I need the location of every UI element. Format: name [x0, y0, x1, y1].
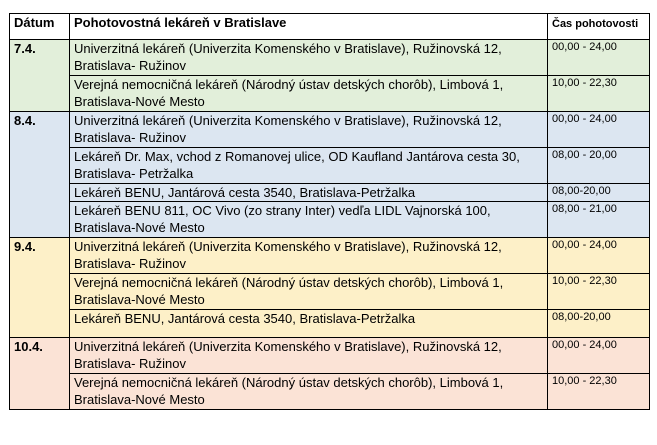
pharmacy-line: Lekáreň BENU, Jantárová cesta 3540, Bratislava-Petržalka: [74, 311, 416, 326]
pharmacy-line: Verejná nemocničná lekáreň (Národný ústav detských chorôb), Limbová 1,: [74, 77, 504, 92]
day-group-7-4: [10, 40, 650, 112]
header-pharmacy: Pohotovostná lekáreň v Bratislave: [70, 14, 548, 40]
header-time: Čas pohotovosti: [548, 14, 650, 40]
time-cell: 00,00 - 24,00: [548, 338, 650, 374]
pharmacy-line: Lekáreň Dr. Max, vchod z Romanovej ulice, OD Kaufland Jantárova cesta 30,: [74, 149, 520, 164]
header-date: Dátum: [10, 14, 70, 40]
date-cell: 10.4.: [10, 338, 70, 410]
pharmacy-cell: [70, 202, 548, 238]
date-cell: 8.4.: [10, 112, 70, 238]
table-row: [10, 310, 650, 338]
date-cell: 7.4.: [10, 40, 70, 112]
pharmacy-schedule-table: [9, 13, 650, 410]
table-row: [10, 40, 650, 76]
pharmacy-cell: [70, 40, 548, 76]
pharmacy-cell: [70, 238, 548, 274]
day-group-8-4: [10, 112, 650, 238]
time-cell: 00,00 - 24,00: [548, 112, 650, 148]
pharmacy-line: Univerzitná lekáreň (Univerzita Komenského v Bratislave), Ružinovská 12,: [74, 113, 502, 128]
table-row: [10, 238, 650, 274]
table-row: [10, 338, 650, 374]
time-cell: 08,00 - 21,00: [548, 202, 650, 238]
table-row: [10, 184, 650, 202]
time-cell: 10,00 - 22,30: [548, 374, 650, 410]
time-cell: 10,00 - 22,30: [548, 76, 650, 112]
pharmacy-line: Bratislava- Ružinov: [74, 58, 186, 73]
pharmacy-line: Univerzitná lekáreň (Univerzita Komenského v Bratislave), Ružinovská 12,: [74, 239, 502, 254]
time-cell: 00,00 - 24,00: [548, 238, 650, 274]
pharmacy-line: Bratislava-Nové Mesto: [74, 220, 205, 235]
pharmacy-line: Univerzitná lekáreň (Univerzita Komenského v Bratislave), Ružinovská 12,: [74, 339, 502, 354]
time-cell: 00,00 - 24,00: [548, 40, 650, 76]
pharmacy-line: Bratislava-Nové Mesto: [74, 94, 205, 109]
pharmacy-cell: [70, 76, 548, 112]
pharmacy-cell: [70, 310, 548, 338]
table-row: [10, 202, 650, 238]
pharmacy-cell: [70, 374, 548, 410]
pharmacy-line: Bratislava-Nové Mesto: [74, 292, 205, 307]
table-row: [10, 148, 650, 184]
pharmacy-cell: [70, 112, 548, 148]
time-cell: 10,00 - 22,30: [548, 274, 650, 310]
pharmacy-line: Bratislava- Ružinov: [74, 356, 186, 371]
pharmacy-cell: [70, 338, 548, 374]
table-row: [10, 112, 650, 148]
pharmacy-cell: [70, 184, 548, 202]
pharmacy-line: Bratislava- Ružinov: [74, 130, 186, 145]
pharmacy-line: Bratislava-Nové Mesto: [74, 392, 205, 407]
date-cell: 9.4.: [10, 238, 70, 338]
time-cell: 08,00 - 20,00: [548, 148, 650, 184]
time-cell: 08,00-20,00: [548, 184, 650, 202]
table-row: [10, 374, 650, 410]
time-cell: 08,00-20,00: [548, 310, 650, 338]
pharmacy-line: Bratislava- Petržalka: [74, 166, 194, 181]
pharmacy-line: Bratislava- Ružinov: [74, 256, 186, 271]
day-group-10-4: [10, 338, 650, 410]
pharmacy-line: Verejná nemocničná lekáreň (Národný ústav detských chorôb), Limbová 1,: [74, 375, 504, 390]
pharmacy-line: Lekáreň BENU 811, OC Vivo (zo strany Inter) vedľa LIDL Vajnorská 100,: [74, 203, 491, 218]
pharmacy-line: Univerzitná lekáreň (Univerzita Komenského v Bratislave), Ružinovská 12,: [74, 41, 502, 56]
table-header-row: [10, 14, 650, 40]
pharmacy-cell: [70, 148, 548, 184]
table-row: [10, 76, 650, 112]
pharmacy-line: Lekáreň BENU, Jantárová cesta 3540, Bratislava-Petržalka: [74, 185, 416, 200]
table-row: [10, 274, 650, 310]
pharmacy-cell: [70, 274, 548, 310]
day-group-9-4: [10, 238, 650, 338]
pharmacy-line: Verejná nemocničná lekáreň (Národný ústav detských chorôb), Limbová 1,: [74, 275, 504, 290]
